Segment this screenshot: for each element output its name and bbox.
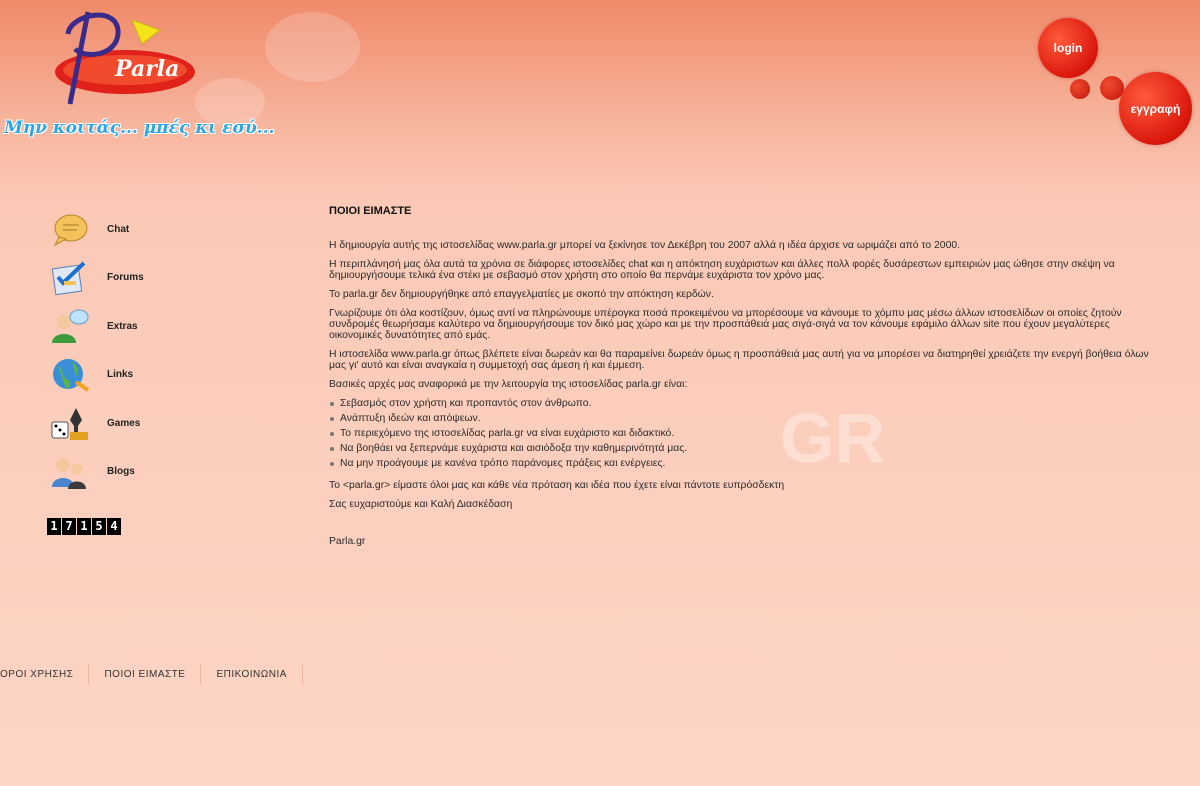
footer-link-contact[interactable]: ΕΠΙΚΟΙΝΩΝΙΑ xyxy=(201,664,302,685)
principles-list xyxy=(329,398,1159,469)
visitor-counter xyxy=(47,518,122,535)
content-paragraph: Το parla.gr δεν δημιουργήθηκε από επαγγελματίες με σκοπό την απόκτηση κερδών. xyxy=(329,289,714,300)
logo-wordmark: Parla xyxy=(115,56,180,82)
counter-digit: 5 xyxy=(92,518,106,535)
sidebar-item-extras[interactable] xyxy=(50,302,200,351)
counter-digit: 7 xyxy=(62,518,76,535)
content-paragraph: Γνωρίζουμε ότι όλα κοστίζουν, όμως αντί να πληρώνουμε υπέρογκα ποσά προκειμένου να μπορέσουμε να κάνουμε το χόμπυ μας μέσω άλλων ιστοσελίδων οι οποίες ζητούν συνδρομές θεωρήσαμε καλύτερο να δημιουργήσουμε τον δικό μας χώρο και με την προσπάθειά μας σιγά-σιγά να τον κάνουμε εφάμιλο άλλων site που έχουν μεγαλύτερες οικονομικές δυνατότητες από εμάς. xyxy=(329,308,1122,341)
main-content xyxy=(329,206,1159,555)
sidebar-item-blogs[interactable] xyxy=(50,448,200,497)
sidebar-item-label: Forums xyxy=(107,272,144,284)
footer-link-about[interactable]: ΠΟΙΟΙ ΕΙΜΑΣΤΕ xyxy=(89,664,201,685)
chess-dice-icon xyxy=(50,403,90,443)
list-item: Να βοηθάει να ξεπερνάμε ευχάριστα και αισιόδοξα την καθημερινότητά μας. xyxy=(329,443,1159,454)
bubble-decoration xyxy=(1070,79,1090,99)
counter-digit: 1 xyxy=(77,518,91,535)
login-button[interactable] xyxy=(1038,18,1098,78)
closing-paragraph: Το <parla.gr> είμαστε όλοι μας και κάθε νέα πρόταση και ιδέα που έχετε είναι πάντοτε ευπρόσδεκτη xyxy=(329,480,785,491)
content-paragraph: Η περιπλάνησή μας όλα αυτά τα χρόνια σε διάφορες ιστοσελίδες chat και η απόκτηση ευχάριστων και άλλες πολλ φορές δυσάρεστων εμπειριών μας ώθησε στην σκέψη να δημιουργήσουμε τελικά ένα στέκι με σεβασμό στον χρήστη στο οποίο θα περνάμε ευχάριστα τον χρόνο μας. xyxy=(329,259,1115,281)
list-item: Σεβασμός στον χρήστη και προπαντός στον άνθρωπο. xyxy=(329,398,1159,409)
footer-link-terms[interactable]: ΟΡΟΙ ΧΡΗΣΗΣ xyxy=(0,664,89,685)
chat-bubble-icon xyxy=(50,209,90,249)
sidebar-item-label: Blogs xyxy=(107,466,135,478)
counter-digit: 1 xyxy=(47,518,61,535)
sidebar-item-chat[interactable] xyxy=(50,205,200,254)
signature: Parla.gr xyxy=(329,536,366,547)
login-label: login xyxy=(1053,41,1083,55)
watermark-text: GR xyxy=(780,399,885,477)
counter-digit: 4 xyxy=(107,518,121,535)
globe-icon xyxy=(50,355,90,395)
content-paragraph: Βασικές αρχές μας αναφορικά με την λειτουργία της ιστοσελίδας parla.gr είναι: xyxy=(329,379,688,390)
list-item: Το περιεχόμενο της ιστοσελίδας parla.gr να είναι ευχάριστο και διδακτικό. xyxy=(329,428,1159,439)
sidebar-item-label: Chat xyxy=(107,223,130,235)
sidebar-item-label: Links xyxy=(107,369,134,381)
register-label: εγγραφή xyxy=(1130,101,1181,116)
sidebar-item-links[interactable] xyxy=(50,351,200,400)
sidebar-item-forums[interactable] xyxy=(50,254,200,303)
sidebar-item-label: Extras xyxy=(107,320,138,332)
sidebar-item-games[interactable] xyxy=(50,399,200,448)
cloud-decoration xyxy=(265,12,360,82)
users-icon xyxy=(50,452,90,492)
checklist-icon xyxy=(50,258,90,298)
footer-nav xyxy=(0,664,303,685)
content-paragraph: Η ιστοσελίδα www.parla.gr όπως βλέπετε είναι δωρεάν και θα παραμείνει δωρεάν όμως η προσπάθειά μας αυτή για να μπορέσει να διατηρηθεί χρειάζετε την ενεργή βοήθεια όλων μας γι' αυτό και είναι αναγκαία η συμμετοχή σας άμεση ή και έμμεση. xyxy=(329,349,1149,371)
sidebar-nav xyxy=(50,205,200,496)
user-speech-icon xyxy=(50,306,90,346)
list-item: Ανάπτυξη ιδεών και απόψεων. xyxy=(329,413,1159,424)
content-paragraph: Η δημιουργία αυτής της ιστοσελίδας www.parla.gr μπορεί να ξεκίνησε τον Δεκέβρη του 2007 αλλά η ιδέα άρχισε να ωριμάζει από το 2000. xyxy=(329,240,961,251)
sidebar-item-label: Games xyxy=(107,417,141,429)
list-item: Να μην προάγουμε με κανένα τρόπο παράνομες πράξεις και ενέργειες. xyxy=(329,458,1159,469)
page-title: ΠΟΙΟΙ ΕΙΜΑΣΤΕ xyxy=(329,205,412,217)
register-button[interactable] xyxy=(1119,72,1192,145)
closing-paragraph: Σας ευχαριστούμε και Καλή Διασκέδαση xyxy=(329,499,513,510)
site-slogan: Μην κοιτάς... μπές κι εσύ... xyxy=(4,118,275,138)
